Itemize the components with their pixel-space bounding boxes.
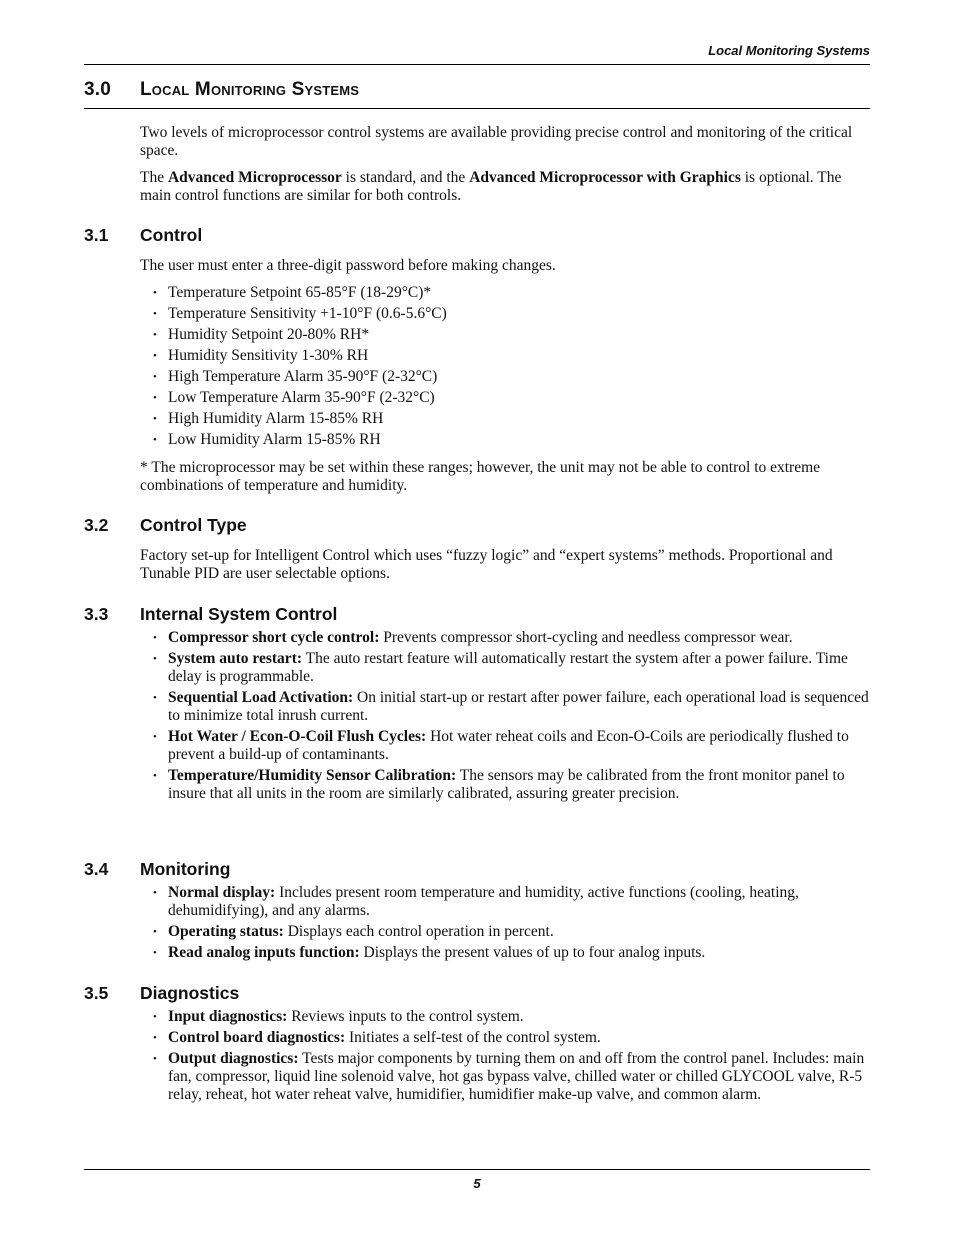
intro-bold-term: Advanced Microprocessor with Graphics (469, 169, 741, 186)
subsection-title: Internal System Control (140, 604, 338, 624)
list-item: • Temperature Setpoint 65-85°F (18-29°C)* (140, 284, 870, 305)
item-text: Includes present room temperature and humidity, active functions (cooling, heating, dehumidifying), and any alarms. (168, 884, 799, 919)
internal-control-list (140, 629, 870, 806)
list-item: • Low Temperature Alarm 35-90°F (2-32°C) (140, 389, 870, 410)
list-item (140, 923, 870, 941)
section-number: 3.0 (84, 79, 112, 100)
item-text: Initiates a self-test of the control system. (345, 1029, 601, 1046)
item-label: Operating status: (168, 923, 284, 940)
control-intro: The user must enter a three-digit password before making changes. (140, 257, 556, 274)
list-item: • Humidity Sensitivity 1-30% RH (140, 347, 870, 368)
list-item: • High Temperature Alarm 35-90°F (2-32°C) (140, 368, 870, 389)
subsection-number: 3.5 (84, 983, 109, 1003)
item-text: Displays the present values of up to four analog inputs. (359, 944, 706, 961)
list-item: • High Humidity Alarm 15-85% RH (140, 410, 870, 431)
footer-rule (84, 1169, 870, 1170)
item-text: Tests major components by turning them on and off from the control panel. Includes: main fan, compressor, liquid line solenoid valve, hot gas bypass valve, chilled water or chilled GLYCOOL valve, R-5 relay, reheat, hot water reheat valve, humidifier, humidifier make-up valve, and common alarm. (168, 1050, 865, 1103)
item-text: On initial start-up or restart after power failure, each operational load is sequenced to minimize total inrush current. (168, 689, 869, 724)
item-text: Prevents compressor short-cycling and needless compressor wear. (379, 629, 793, 646)
subsection-heading-internal-system-control (84, 604, 337, 625)
item-text: Displays each control operation in percent. (283, 923, 554, 940)
list-item (140, 767, 870, 803)
item-label: Hot Water / Econ-O-Coil Flush Cycles: (168, 728, 427, 745)
subsection-title: Monitoring (140, 859, 231, 879)
item-text: The auto restart feature will automatically restart the system after a power failure. Time delay is programmable. (168, 650, 848, 685)
list-item (140, 629, 870, 647)
subsection-title: Control (140, 225, 203, 245)
subsection-title: Diagnostics (140, 983, 240, 1003)
list-item: • Low Humidity Alarm 15-85% RH (140, 431, 870, 452)
subsection-number: 3.2 (84, 515, 109, 535)
list-item (140, 1050, 870, 1104)
intro-bold-term: Advanced Microprocessor (167, 169, 342, 186)
list-item (140, 650, 870, 686)
list-item (140, 1029, 870, 1047)
subsection-number: 3.3 (84, 604, 109, 624)
item-label: System auto restart: (168, 650, 303, 667)
subsection-heading-monitoring (84, 859, 230, 880)
item-label: Sequential Load Activation: (168, 689, 354, 706)
subsection-heading-diagnostics (84, 983, 239, 1004)
intro-paragraph-2 (140, 169, 870, 205)
item-label: Output diagnostics: (168, 1050, 299, 1067)
list-item (140, 728, 870, 764)
intro-text: is standard, and the (341, 169, 470, 186)
list-item (140, 884, 870, 920)
control-type-text: Factory set-up for Intelligent Control which uses “fuzzy logic” and “expert systems” methods. Proportional and Tunable PID are user selectable options. (140, 547, 833, 582)
list-item (140, 944, 870, 962)
section-rule (84, 108, 870, 109)
item-text: Reviews inputs to the control system. (287, 1008, 524, 1025)
intro-text: The (140, 169, 168, 186)
section-title: Local Monitoring Systems (140, 79, 360, 100)
diagnostics-list (140, 1008, 870, 1107)
item-label: Temperature/Humidity Sensor Calibration: (168, 767, 457, 784)
subsection-heading-control-type (84, 515, 247, 536)
control-footnote: * The microprocessor may be set within these ranges; however, the unit may not be able to control to extreme combinations of temperature and humidity. (140, 459, 821, 494)
list-item (140, 689, 870, 725)
item-label: Normal display: (168, 884, 276, 901)
item-text: Hot water reheat coils and Econ-O-Coils are periodically flushed to prevent a build-up of contaminants. (168, 728, 849, 763)
list-item (140, 1008, 870, 1026)
intro-paragraph-1: Two levels of microprocessor control systems are available providing precise control and monitoring of the critical space. (140, 124, 853, 159)
running-header: Local Monitoring Systems (708, 43, 870, 58)
header-rule (84, 64, 870, 65)
control-ranges-list (140, 284, 870, 452)
item-label: Compressor short cycle control: (168, 629, 380, 646)
intro-text: is optional. The main control functions are similar for both controls. (140, 169, 842, 204)
page-number: 5 (473, 1176, 481, 1191)
subsection-title: Control Type (140, 515, 247, 535)
item-text: The sensors may be calibrated from the front monitor panel to insure that all units in the room are similarly calibrated, assuring greater precision. (168, 767, 845, 802)
item-label: Input diagnostics: (168, 1008, 288, 1025)
monitoring-list (140, 884, 870, 965)
subsection-number: 3.4 (84, 859, 109, 879)
list-item: • Temperature Sensitivity +1-10°F (0.6-5.6°C) (140, 305, 870, 326)
section-heading (84, 79, 359, 101)
item-label: Read analog inputs function: (168, 944, 360, 961)
subsection-heading-control (84, 225, 202, 246)
list-item: • Humidity Setpoint 20-80% RH* (140, 326, 870, 347)
subsection-number: 3.1 (84, 225, 109, 245)
item-label: Control board diagnostics: (168, 1029, 346, 1046)
